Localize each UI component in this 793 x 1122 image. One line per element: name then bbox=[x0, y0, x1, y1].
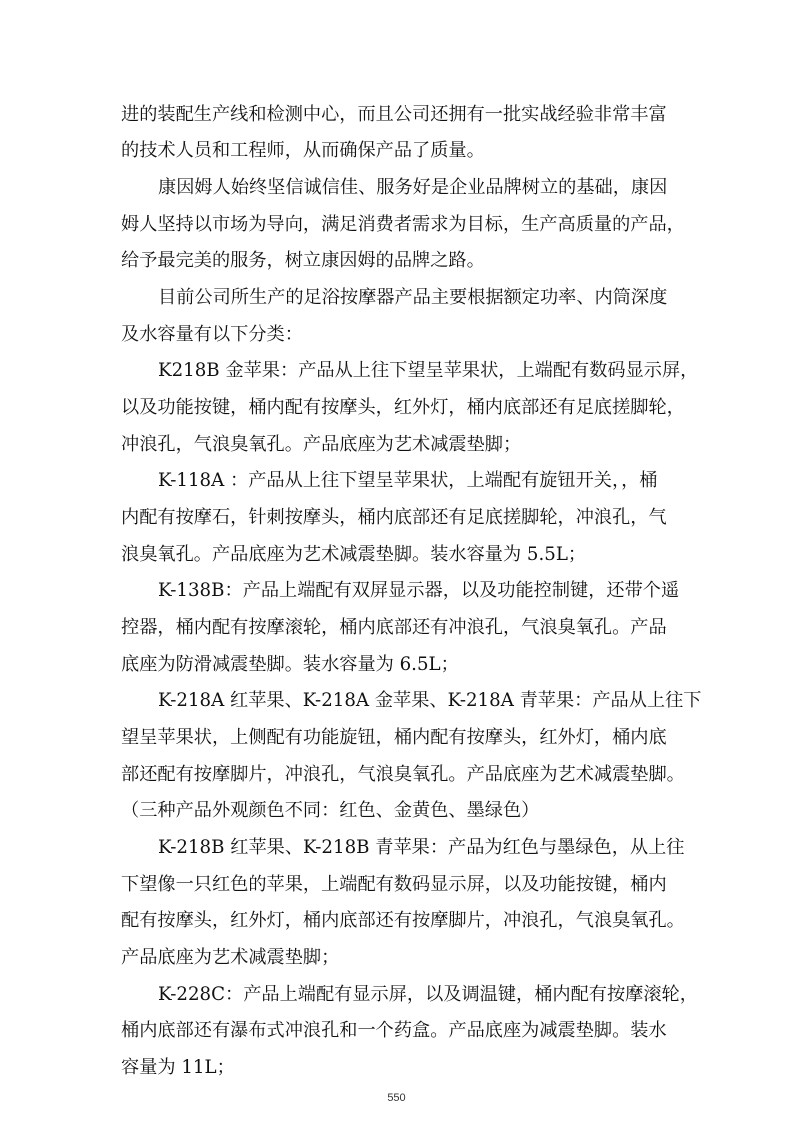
text-line: 目前公司所生产的足浴按摩器产品主要根据额定功率、内筒深度 bbox=[158, 287, 668, 308]
text-line: 康因姆人始终坚信诚信佳、服务好是企业品牌树立的基础，康因 bbox=[158, 177, 668, 198]
text-line: K-228C：产品上端配有显示屏，以及调温键，桶内配有按摩滚轮， bbox=[158, 984, 698, 1005]
text-line: （三种产品外观颜色不同：红色、金黄色、墨绿色） bbox=[121, 800, 540, 821]
text-line: K-118A ：产品从上往下望呈苹果状，上端配有旋钮开关，，桶 bbox=[158, 470, 658, 491]
text-line: 浪臭氧孔。产品底座为艺术减震垫脚。装水容量为 5.5L； bbox=[121, 544, 587, 565]
text-line: 内配有按摩石，针刺按摩头，桶内底部还有足底搓脚轮，冲浪孔，气 bbox=[121, 507, 667, 528]
text-line: 冲浪孔，气浪臭氧孔。产品底座为艺术减震垫脚； bbox=[121, 434, 522, 455]
text-line: 进的装配生产线和检测中心，而且公司还拥有一批实战经验非常丰富 bbox=[121, 104, 667, 125]
text-line: K-218A 红苹果、K-218A 金苹果、K-218A 青苹果：产品从上往下 bbox=[158, 690, 702, 711]
text-line: 产品底座为艺术减震垫脚； bbox=[121, 947, 340, 968]
text-line: 配有按摩头，红外灯，桶内底部还有按摩脚片，冲浪孔，气浪臭氧孔。 bbox=[121, 910, 685, 931]
page-number: 550 bbox=[387, 1092, 406, 1104]
text-line: 及水容量有以下分类： bbox=[121, 324, 303, 345]
text-line: 的技术人员和工程师，从而确保产品了质量。 bbox=[121, 140, 485, 161]
text-line: K-218B 红苹果、K-218B 青苹果：产品为红色与墨绿色，从上往 bbox=[158, 837, 685, 858]
text-line: 下望像一只红色的苹果，上端配有数码显示屏，以及功能按键，桶内 bbox=[121, 874, 667, 895]
text-line: 给予最完美的服务，树立康因姆的品牌之路。 bbox=[121, 250, 485, 271]
text-line: 以及功能按键，桶内配有按摩头，红外灯，桶内底部还有足底搓脚轮， bbox=[121, 397, 685, 418]
text-line: 控器，桶内配有按摩滚轮，桶内底部还有冲浪孔，气浪臭氧孔。产品 bbox=[121, 617, 667, 638]
text-line: 望呈苹果状，上侧配有功能旋钮，桶内配有按摩头，红外灯，桶内底 bbox=[121, 727, 667, 748]
text-line: 底座为防滑减震垫脚。装水容量为 6.5L； bbox=[121, 654, 459, 675]
text-line: 部还配有按摩脚片，冲浪孔，气浪臭氧孔。产品底座为艺术减震垫脚。 bbox=[121, 764, 685, 785]
text-line: K-138B：产品上端配有双屏显示器，以及功能控制键，还带个遥 bbox=[158, 580, 680, 601]
text-line: 桶内底部还有瀑布式冲浪孔和一个药盒。产品底座为减震垫脚。装水 bbox=[121, 1020, 667, 1041]
text-line: 容量为 11L； bbox=[121, 1057, 235, 1078]
text-line: K218B 金苹果：产品从上往下望呈苹果状，上端配有数码显示屏， bbox=[158, 360, 699, 381]
text-line: 姆人坚持以市场为导向，满足消费者需求为目标，生产高质量的产品， bbox=[121, 214, 685, 235]
